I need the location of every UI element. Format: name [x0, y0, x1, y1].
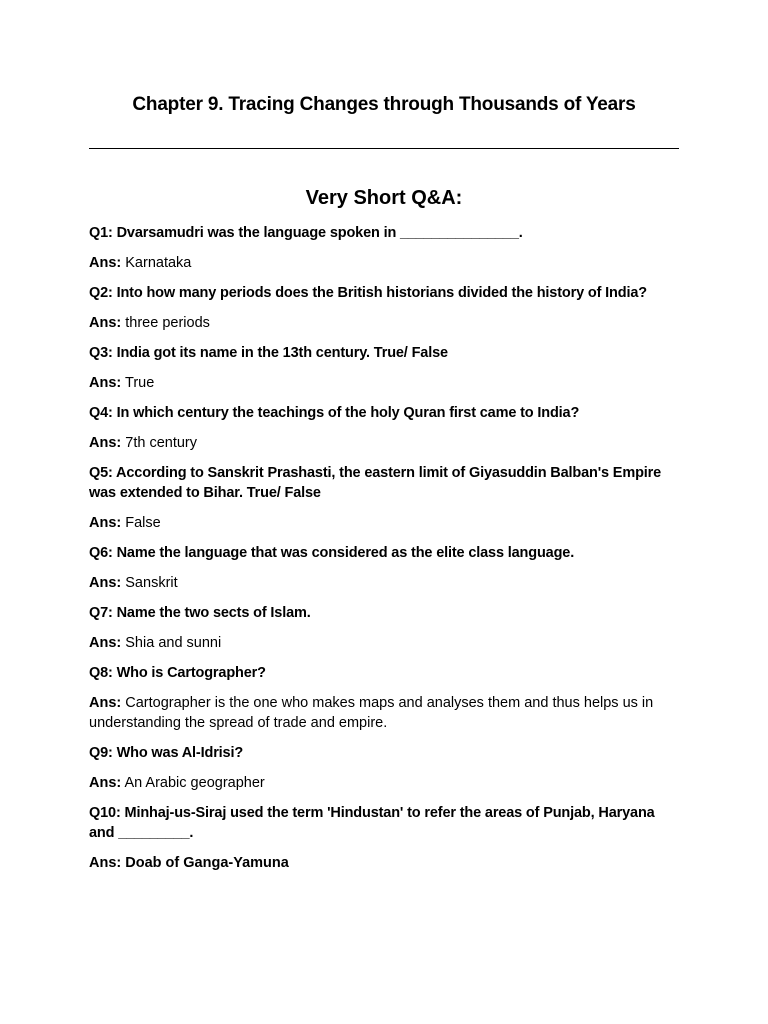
answer	[89, 773, 679, 793]
answer	[89, 693, 679, 733]
chapter-title: Chapter 9. Tracing Changes through Thousands of Years	[132, 94, 636, 115]
qa-list	[89, 223, 679, 873]
qa-item	[89, 463, 679, 533]
answer-text: Doab of Ganga-Yamuna	[125, 855, 289, 871]
question: Q5: According to Sanskrit Prashasti, the eastern limit of Giyasuddin Balban's Empire was extended to Bihar. True/ False	[89, 465, 662, 501]
answer-text: Sanskrit	[125, 575, 178, 591]
answer-label: Ans:	[89, 375, 122, 391]
answer-text: False	[125, 515, 161, 531]
answer-label: Ans:	[89, 315, 122, 331]
answer-label: Ans:	[89, 575, 122, 591]
answer-text: Cartographer is the one who makes maps and analyses them and thus helps us in understanding the spread of trade and empire.	[89, 695, 654, 731]
answer	[89, 433, 679, 453]
answer	[89, 373, 679, 393]
answer-label: Ans:	[89, 515, 122, 531]
qa-item	[89, 603, 679, 653]
question: Q3: India got its name in the 13th century. True/ False	[89, 345, 448, 361]
qa-item	[89, 223, 679, 273]
question: Q9: Who was Al-Idrisi?	[89, 745, 244, 761]
answer-label: Ans:	[89, 435, 122, 451]
title-divider	[89, 148, 679, 149]
section-title: Very Short Q&A:	[305, 187, 463, 209]
answer	[89, 313, 679, 333]
answer-text: True	[125, 375, 155, 391]
question: Q4: In which century the teachings of the holy Quran first came to India?	[89, 405, 580, 421]
answer-label: Ans:	[89, 855, 122, 871]
answer	[89, 253, 679, 273]
answer-text: 7th century	[125, 435, 198, 451]
answer-label: Ans:	[89, 255, 122, 271]
question: Q1: Dvarsamudri was the language spoken in _______________.	[89, 225, 523, 241]
answer	[89, 573, 679, 593]
qa-item	[89, 343, 679, 393]
answer-text: Shia and sunni	[125, 635, 222, 651]
answer-label: Ans:	[89, 775, 122, 791]
answer-text: Karnataka	[125, 255, 192, 271]
qa-item	[89, 803, 679, 873]
qa-item	[89, 283, 679, 333]
question: Q6: Name the language that was considered as the elite class language.	[89, 545, 575, 561]
question: Q8: Who is Cartographer?	[89, 665, 266, 681]
answer-label: Ans:	[89, 635, 122, 651]
qa-item	[89, 663, 679, 733]
answer	[89, 853, 679, 873]
answer-text: three periods	[125, 315, 210, 331]
qa-item	[89, 743, 679, 793]
qa-item	[89, 403, 679, 453]
answer	[89, 633, 679, 653]
question: Q10: Minhaj-us-Siraj used the term 'Hindustan' to refer the areas of Punjab, Haryana and _________.	[89, 805, 655, 841]
answer	[89, 513, 679, 533]
answer-text: An Arabic geographer	[124, 775, 265, 791]
qa-item	[89, 543, 679, 593]
question: Q7: Name the two sects of Islam.	[89, 605, 311, 621]
question: Q2: Into how many periods does the British historians divided the history of India?	[89, 285, 647, 301]
answer-label: Ans:	[89, 695, 122, 711]
